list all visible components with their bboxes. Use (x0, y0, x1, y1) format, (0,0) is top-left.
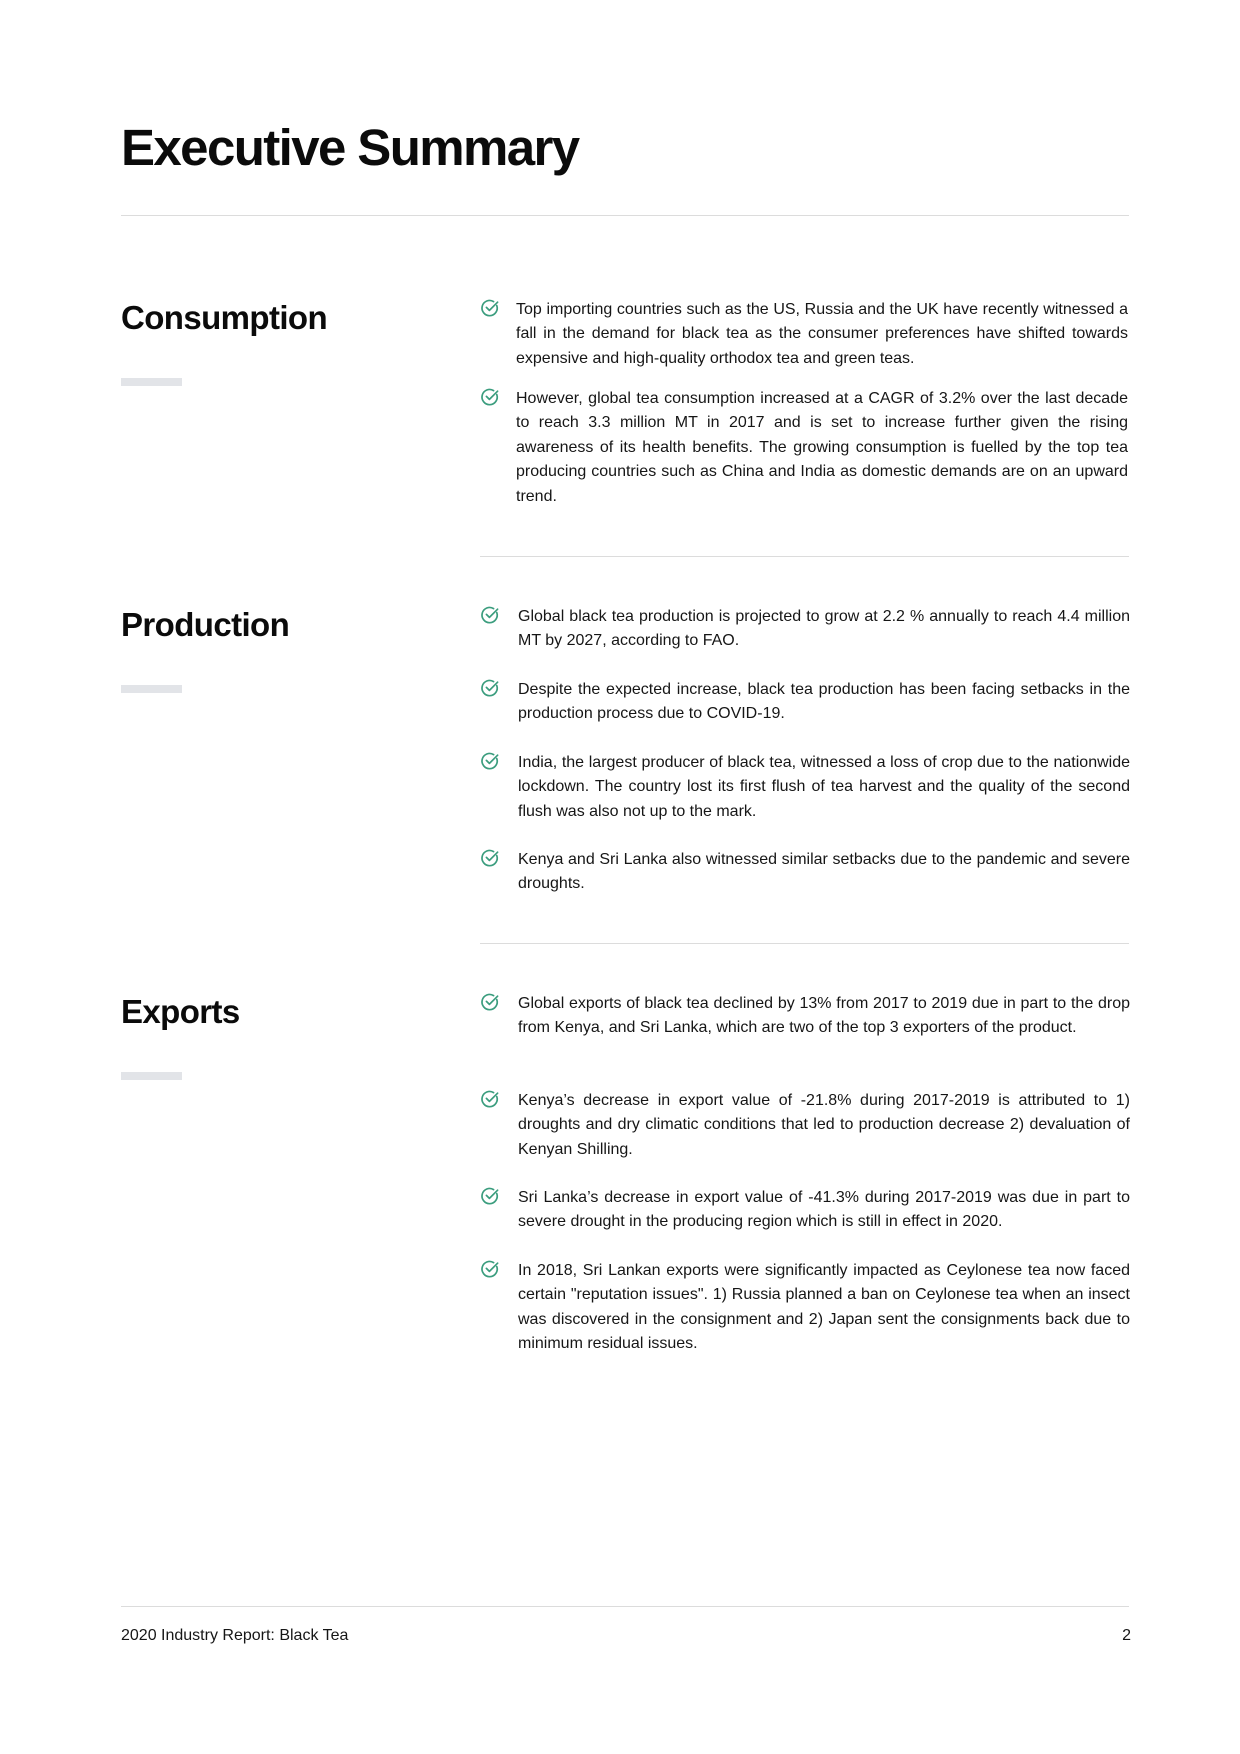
section-divider (480, 943, 1129, 944)
section-heading-consumption: Consumption (121, 299, 328, 336)
page-number: 2 (1122, 1627, 1131, 1644)
heading-accent-bar (121, 685, 182, 693)
section-heading-production: Production (121, 606, 290, 643)
check-circle-icon (480, 678, 500, 698)
section-heading-exports: Exports (121, 993, 240, 1030)
bullet-text: Global black tea production is projected to grow at 2.2 % annually to reach 4.4 million MT by 2027, according to FAO. (518, 608, 1130, 650)
bullet-text: Global exports of black tea declined by 13% from 2017 to 2019 due in part to the drop from Kenya, and Sri Lanka, which are two of the top 3 exporters of the product. (518, 995, 1130, 1037)
check-circle-icon (480, 1186, 500, 1206)
bullet-text: Kenya’s decrease in export value of -21.8% during 2017-2019 is attributed to 1) droughts and dry climatic conditions that led to production decrease 2) devaluation of Kenyan Shilling. (518, 1092, 1130, 1158)
bullet-text: In 2018, Sri Lankan exports were significantly impacted as Ceylonese tea now faced certain "reputation issues". 1) Russia planned a ban on Ceylonese tea when an insect was discovered in the consignment and 2) Japan sent the consignments back due to minimum residual issues. (518, 1262, 1130, 1353)
bullet-text: Despite the expected increase, black tea production has been facing setbacks in the production process due to COVID-19. (518, 681, 1130, 723)
bullet-text: Kenya and Sri Lanka also witnessed similar setbacks due to the pandemic and severe droughts. (518, 851, 1130, 893)
bullet-text: India, the largest producer of black tea, witnessed a loss of crop due to the nationwide lockdown. The country lost its first flush of tea harvest and the quality of the second flush was also not up to the mark. (518, 754, 1130, 820)
heading-accent-bar (121, 378, 182, 386)
title-divider (121, 215, 1129, 216)
check-circle-icon (480, 298, 500, 318)
check-circle-icon (480, 1089, 500, 1109)
heading-accent-bar (121, 1072, 182, 1080)
check-circle-icon (480, 848, 500, 868)
footer-divider (121, 1606, 1129, 1607)
check-circle-icon (480, 751, 500, 771)
bullet-text: Sri Lanka’s decrease in export value of -41.3% during 2017-2019 was due in part to severe drought in the producing region which is still in effect in 2020. (518, 1189, 1130, 1231)
section-divider (480, 556, 1129, 557)
bullet-text: Top importing countries such as the US, Russia and the UK have recently witnessed a fall in the demand for black tea as the consumer preferences have shifted towards expensive and high-quality orthodox tea and green teas. (516, 301, 1128, 367)
bullet-text: However, global tea consumption increased at a CAGR of 3.2% over the last decade to reach 3.3 million MT in 2017 and is set to increase further given the rising awareness of its health benefits. The growing consumption is fuelled by the top tea producing countries such as China and India as domestic demands are on an upward trend. (516, 390, 1128, 505)
check-circle-icon (480, 992, 500, 1012)
check-circle-icon (480, 605, 500, 625)
check-circle-icon (480, 387, 500, 407)
footer-report-title: 2020 Industry Report: Black Tea (121, 1627, 349, 1644)
check-circle-icon (480, 1259, 500, 1279)
page-title: Executive Summary (121, 119, 579, 176)
